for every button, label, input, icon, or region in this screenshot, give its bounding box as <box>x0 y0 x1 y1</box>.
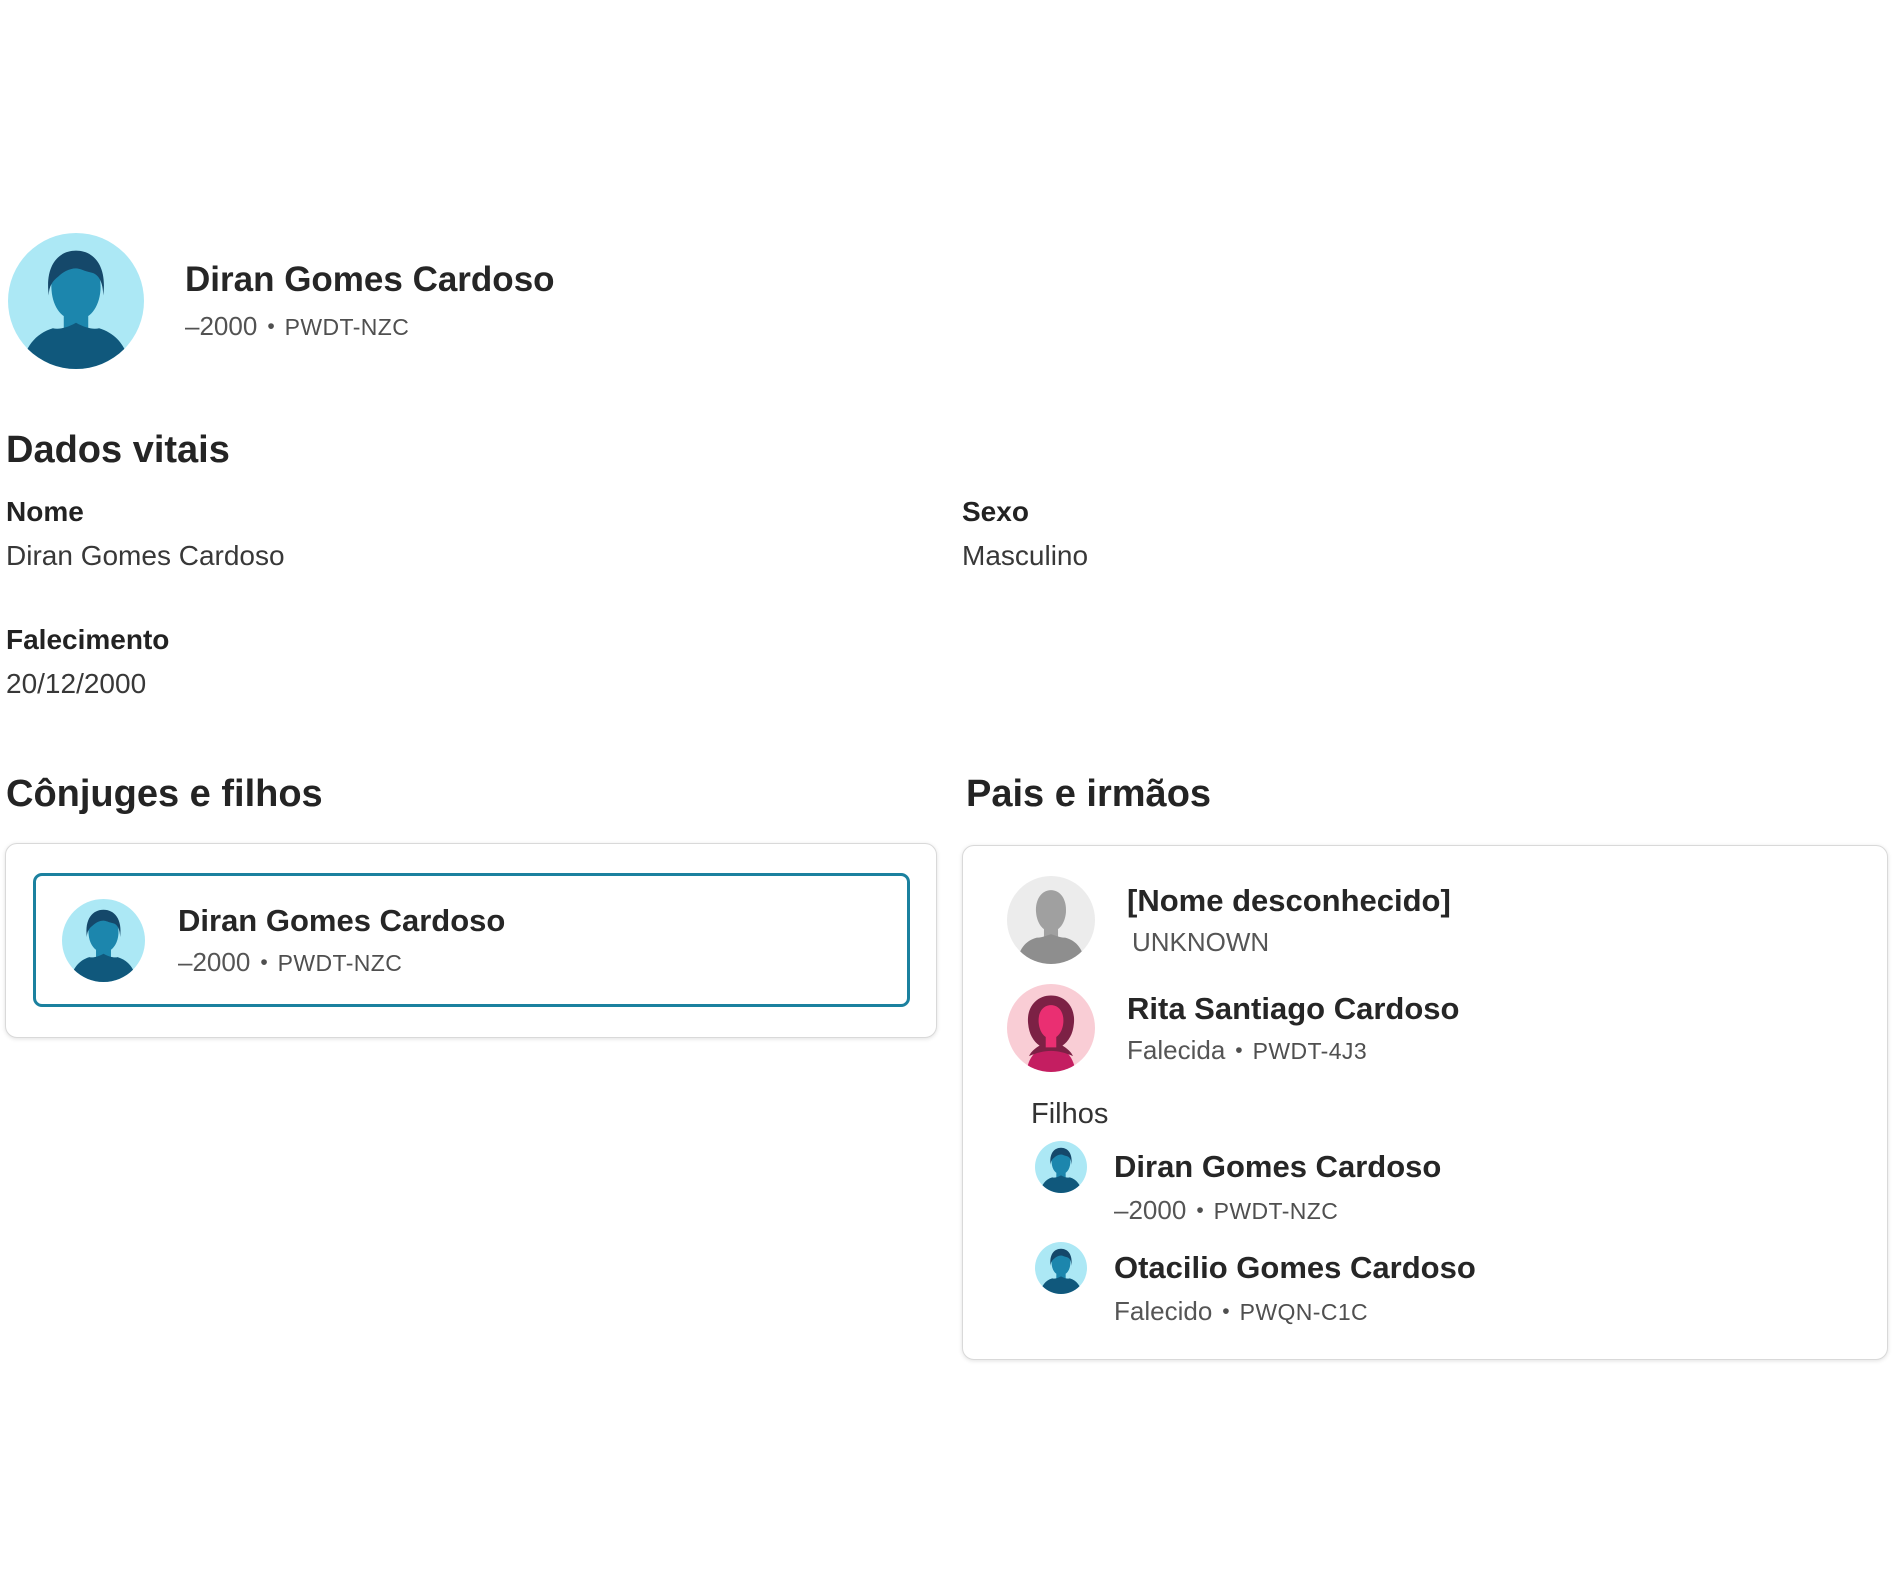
person-lifespan-pid <box>185 311 555 342</box>
spouse-person-card[interactable] <box>33 873 910 1007</box>
vitals-section-title: Dados vitais <box>6 429 230 471</box>
child-name: Diran Gomes Cardoso <box>1114 1148 1442 1184</box>
spouse-person-text <box>178 902 505 979</box>
person-id: PWDT-NZC <box>1213 1198 1339 1224</box>
lifespan-text: –2000 <box>185 310 258 341</box>
lifespan-text: –2000 <box>178 947 251 978</box>
mother-text <box>1127 990 1863 1067</box>
person-id: PWQN-C1C <box>1239 1299 1369 1325</box>
field-sex-value: Masculino <box>962 540 1089 571</box>
children-label: Filhos <box>1031 1098 1109 1130</box>
child-row[interactable] <box>1035 1242 1863 1333</box>
child-sub <box>1114 1195 1863 1232</box>
unknown-avatar-icon <box>1007 876 1095 964</box>
person-header-text <box>185 260 555 341</box>
field-sex-label: Sexo <box>962 496 1029 527</box>
male-avatar-icon <box>1035 1141 1087 1193</box>
field-sex <box>962 496 1088 572</box>
father-status: UNKNOWN <box>1132 927 1270 958</box>
person-id: PWDT-NZC <box>277 950 403 977</box>
spouses-section-title: Cônjuges e filhos <box>6 773 323 815</box>
father-text <box>1127 882 1863 959</box>
person-id: PWDT-4J3 <box>1252 1038 1368 1065</box>
field-name <box>6 496 285 572</box>
spouse-person-name: Diran Gomes Cardoso <box>178 902 506 938</box>
child-row[interactable] <box>1035 1141 1863 1232</box>
field-name-label: Nome <box>6 496 84 527</box>
field-name-value: Diran Gomes Cardoso <box>6 540 285 571</box>
spouses-card <box>5 843 937 1038</box>
father-row[interactable] <box>1007 876 1863 964</box>
bullet-separator: • <box>1196 1199 1204 1222</box>
person-header <box>8 233 555 369</box>
parents-section-title: Pais e irmãos <box>966 773 1212 815</box>
bullet-separator: • <box>1222 1300 1230 1323</box>
child-sub <box>1114 1296 1863 1333</box>
mother-sub <box>1127 1035 1863 1066</box>
person-name: Diran Gomes Cardoso <box>185 260 555 300</box>
status-text: Falecido <box>1114 1296 1213 1326</box>
male-avatar-icon <box>1035 1242 1087 1294</box>
mother-name: Rita Santiago Cardoso <box>1127 990 1460 1026</box>
bullet-separator: • <box>1235 1039 1243 1063</box>
parents-card <box>962 845 1888 1360</box>
status-text: Falecida <box>1127 1035 1226 1066</box>
female-avatar-icon <box>1007 984 1095 1072</box>
mother-row[interactable] <box>1007 984 1863 1072</box>
field-death-label: Falecimento <box>6 624 170 655</box>
lifespan-text: –2000 <box>1114 1195 1187 1225</box>
bullet-separator: • <box>267 314 275 338</box>
person-id: PWDT-NZC <box>284 313 410 340</box>
field-death-value: 20/12/2000 <box>6 668 147 699</box>
bullet-separator: • <box>260 951 268 975</box>
field-death <box>6 624 169 700</box>
male-avatar-icon <box>62 899 145 982</box>
child-name: Otacilio Gomes Cardoso <box>1114 1249 1476 1285</box>
father-name: [Nome desconhecido] <box>1127 882 1451 918</box>
spouse-person-sub <box>178 947 505 978</box>
male-portrait-icon[interactable] <box>8 233 144 369</box>
